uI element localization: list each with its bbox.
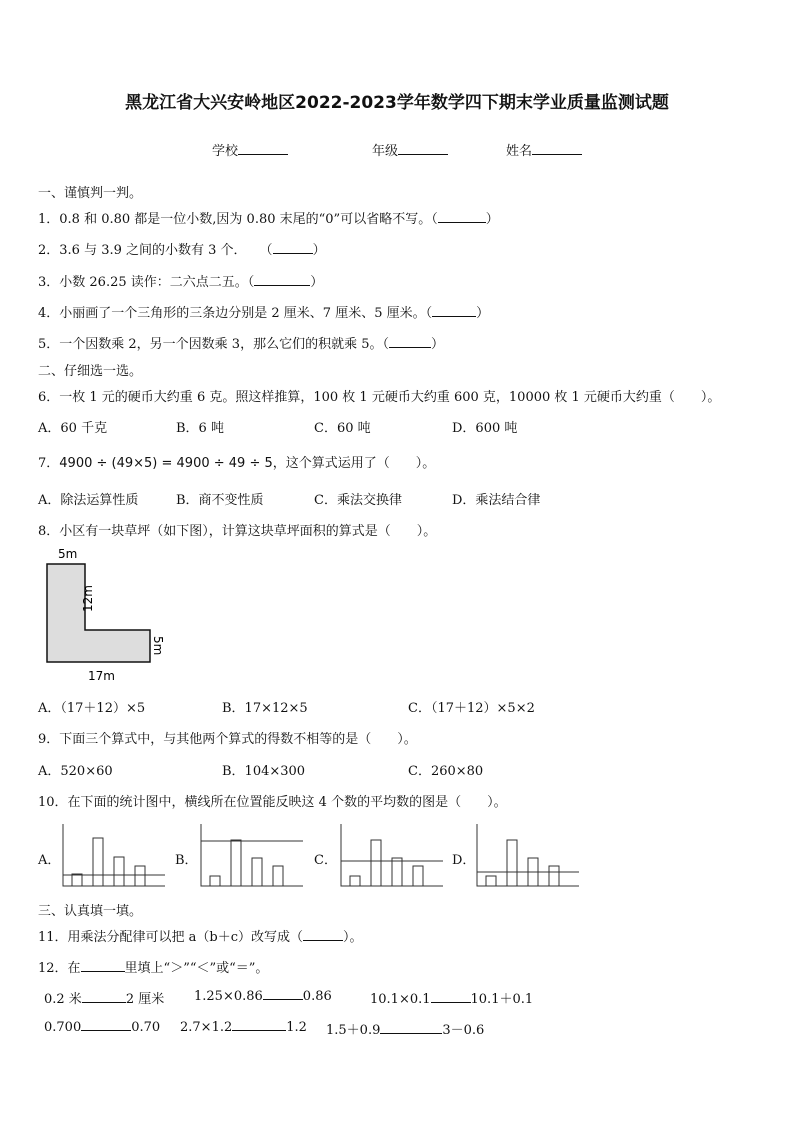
q8-option-a[interactable]: A．（17＋12）×5 <box>38 701 146 716</box>
q10-option-b[interactable]: B． <box>175 853 198 868</box>
q9-option-a[interactable]: A．520×60 <box>38 764 113 779</box>
question-12-text2: 里填上“＞”“＜”或“＝”。 <box>124 961 269 976</box>
school-blank[interactable] <box>238 142 288 155</box>
q10-chart-b[interactable] <box>200 824 304 888</box>
q10-chart-d[interactable] <box>476 824 580 888</box>
q8-option-b[interactable]: B．17×12×5 <box>222 701 308 716</box>
name-blank[interactable] <box>532 142 582 155</box>
question-7-number: 7． <box>38 456 60 471</box>
q6-option-c[interactable]: C．60 吨 <box>314 421 371 436</box>
question-4 <box>38 302 489 321</box>
question-1-text: 1．0.8 和 0.80 都是一位小数,因为 0.80 末尾的“0”可以省略不写。（ <box>38 212 438 227</box>
label-right-5m: 5m <box>151 636 165 656</box>
question-11-close: ）。 <box>343 930 363 945</box>
lawn-shape <box>47 564 150 662</box>
grade-field[interactable] <box>372 140 448 159</box>
q6-option-b[interactable]: B．6 吨 <box>176 421 224 436</box>
question-7-text: ，这个算式运用了（ ）。 <box>272 456 436 471</box>
label-bottom-17m: 17m <box>88 669 115 683</box>
q12-blank-1[interactable] <box>82 991 126 1003</box>
question-11-text: 11．用乘法分配律可以把 a（b＋c）改写成（ <box>38 930 304 945</box>
page-title: 黑龙江省大兴安岭地区2022-2023学年数学四下期末学业质量监测试题 <box>125 93 669 113</box>
question-4-close: ） <box>476 306 490 321</box>
q12-item-1 <box>44 988 164 1007</box>
grade-label: 年级 <box>372 144 399 159</box>
answer-blank-11[interactable] <box>303 929 343 941</box>
section-heading-fill: 三、认真填一填。 <box>38 904 143 919</box>
question-2-text: 2．3.6 与 3.9 之间的小数有 3 个． （ <box>38 243 273 258</box>
question-12 <box>38 957 268 976</box>
q12-item-3 <box>370 988 533 1007</box>
q12-blank-4[interactable] <box>81 1019 131 1031</box>
school-field[interactable] <box>212 140 288 159</box>
answer-blank-3[interactable] <box>254 274 310 286</box>
question-5 <box>38 333 444 352</box>
question-2 <box>38 239 326 258</box>
q6-option-d[interactable]: D．600 吨 <box>452 421 518 436</box>
section-heading-choose: 二、仔细选一选。 <box>38 364 143 379</box>
q7-option-d[interactable]: D．乘法结合律 <box>452 493 541 508</box>
q12-item-5-right: 1.2 <box>286 1020 307 1035</box>
section-heading-judge: 一、谨慎判一判。 <box>38 186 143 201</box>
question-1-close: ） <box>485 212 499 227</box>
q12-item-6-right: 3－0.6 <box>442 1023 485 1038</box>
question-12-sample-blank <box>81 960 125 972</box>
q10-option-d[interactable]: D． <box>452 853 476 868</box>
q12-item-4-left: 0.700 <box>44 1020 82 1035</box>
question-12-text: 12．在 <box>38 961 81 976</box>
question-10: 10．在下面的统计图中，横线所在位置能反映这 4 个数的平均数的图是（ ）。 <box>38 795 507 810</box>
question-4-text: 4．小丽画了一个三角形的三条边分别是 2 厘米、7 厘米、5 厘米。（ <box>38 306 433 321</box>
q7-option-b[interactable]: B．商不变性质 <box>176 493 264 508</box>
answer-blank-2[interactable] <box>273 242 313 254</box>
q7-option-c[interactable]: C．乘法交换律 <box>314 493 402 508</box>
question-7 <box>38 452 435 471</box>
q12-blank-5[interactable] <box>232 1019 286 1031</box>
question-1 <box>38 208 499 227</box>
q12-item-5-left: 2.7×1.2 <box>180 1020 233 1035</box>
q7-option-a[interactable]: A．除法运算性质 <box>38 493 139 508</box>
question-9: 9．下面三个算式中，与其他两个算式的得数不相等的是（ ）。 <box>38 732 417 747</box>
grade-blank[interactable] <box>398 142 448 155</box>
question-3-text: 3．小数 26.25 读作：二六点二五。（ <box>38 275 255 290</box>
q12-item-5 <box>180 1019 307 1035</box>
question-8: 8．小区有一块草坪（如下图），计算这块草坪面积的算式是（ ）。 <box>38 524 437 539</box>
q12-item-3-left: 10.1×0.1 <box>370 992 431 1007</box>
q12-blank-2[interactable] <box>263 988 303 1000</box>
q6-option-a[interactable]: A．60 千克 <box>38 421 108 436</box>
q12-item-2-left: 1.25×0.86 <box>194 989 263 1004</box>
name-field[interactable] <box>506 140 582 159</box>
q10-option-a[interactable]: A． <box>38 853 61 868</box>
answer-blank-4[interactable] <box>432 305 476 317</box>
name-label: 姓名 <box>506 144 533 159</box>
q12-item-3-right: 10.1＋0.1 <box>470 992 534 1007</box>
question-11 <box>38 926 363 945</box>
question-3 <box>38 271 323 290</box>
q10-chart-a[interactable] <box>62 824 166 888</box>
question-5-close: ） <box>430 337 444 352</box>
school-label: 学校 <box>212 144 239 159</box>
question-3-close: ） <box>310 275 324 290</box>
q12-item-6-left: 1.5＋0.9 <box>326 1023 381 1038</box>
question-2-close: ） <box>312 243 326 258</box>
answer-blank-5[interactable] <box>389 336 431 348</box>
q12-item-4 <box>44 1019 160 1035</box>
q9-option-b[interactable]: B．104×300 <box>222 764 306 779</box>
q10-option-c[interactable]: C． <box>314 853 337 868</box>
question-5-text: 5．一个因数乘 2，另一个因数乘 3，那么它们的积就乘 5。（ <box>38 337 389 352</box>
question-6: 6．一枚 1 元的硬币大约重 6 克。照这样推算，100 枚 1 元硬币大约重 600 克，10000 枚 1 元硬币大约重（ ）。 <box>38 390 721 405</box>
question-7-formula: 4900 ÷ (49×5) = 4900 ÷ 49 ÷ 5 <box>59 456 273 471</box>
q12-item-1-left: 0.2 米 <box>44 992 82 1007</box>
q8-option-c[interactable]: C．（17＋12）×5×2 <box>408 701 535 716</box>
q12-blank-3[interactable] <box>431 991 471 1003</box>
q12-item-6 <box>326 1019 484 1038</box>
label-side-12m: 12m <box>81 585 95 612</box>
answer-blank-1[interactable] <box>438 211 486 223</box>
q12-item-2 <box>194 988 332 1004</box>
q10-chart-c[interactable] <box>340 824 444 888</box>
lawn-l-shape-figure <box>40 544 180 684</box>
q12-item-1-right: 2 厘米 <box>125 992 165 1007</box>
q9-option-c[interactable]: C．260×80 <box>408 764 484 779</box>
label-top-5m: 5m <box>58 547 78 561</box>
q12-item-4-right: 0.70 <box>131 1020 161 1035</box>
q12-blank-6[interactable] <box>380 1022 442 1034</box>
q12-item-2-right: 0.86 <box>302 989 332 1004</box>
